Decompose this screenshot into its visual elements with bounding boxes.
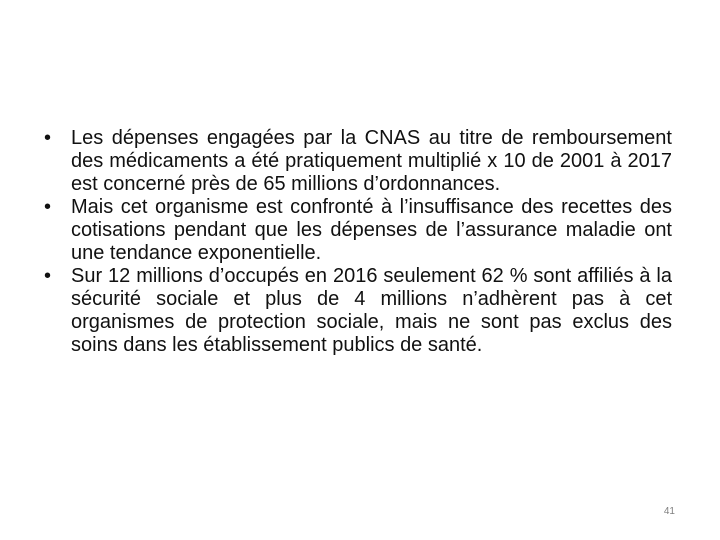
bullet-text: Sur 12 millions d’occupés en 2016 seulement 62 % sont affiliés à la sécurité sociale et plus de 4 millions n’adhèrent pas à cet organismes de protection sociale, mais ne sont pas exclus des soins dans les établissement publics de santé. [71,265,672,356]
bullet-text: Les dépenses engagées par la CNAS au titre de remboursement des médicaments a été pratiquement multiplié x 10 de 2001 à 2017 est concerné près de 65 millions d’ordonnances. [71,127,672,195]
bullet-item [44,265,672,357]
bullet-item [44,127,672,196]
bullet-marker: • [44,127,52,149]
bullet-list [44,127,672,357]
bullet-text: Mais cet organisme est confronté à l’insuffisance des recettes des cotisations pendant que les dépenses de l’assurance maladie ont une tendance exponentielle. [71,196,672,264]
bullet-marker: • [44,265,52,287]
bullet-item [44,196,672,265]
page-number: 41 [663,506,675,517]
bullet-marker: • [44,196,52,218]
